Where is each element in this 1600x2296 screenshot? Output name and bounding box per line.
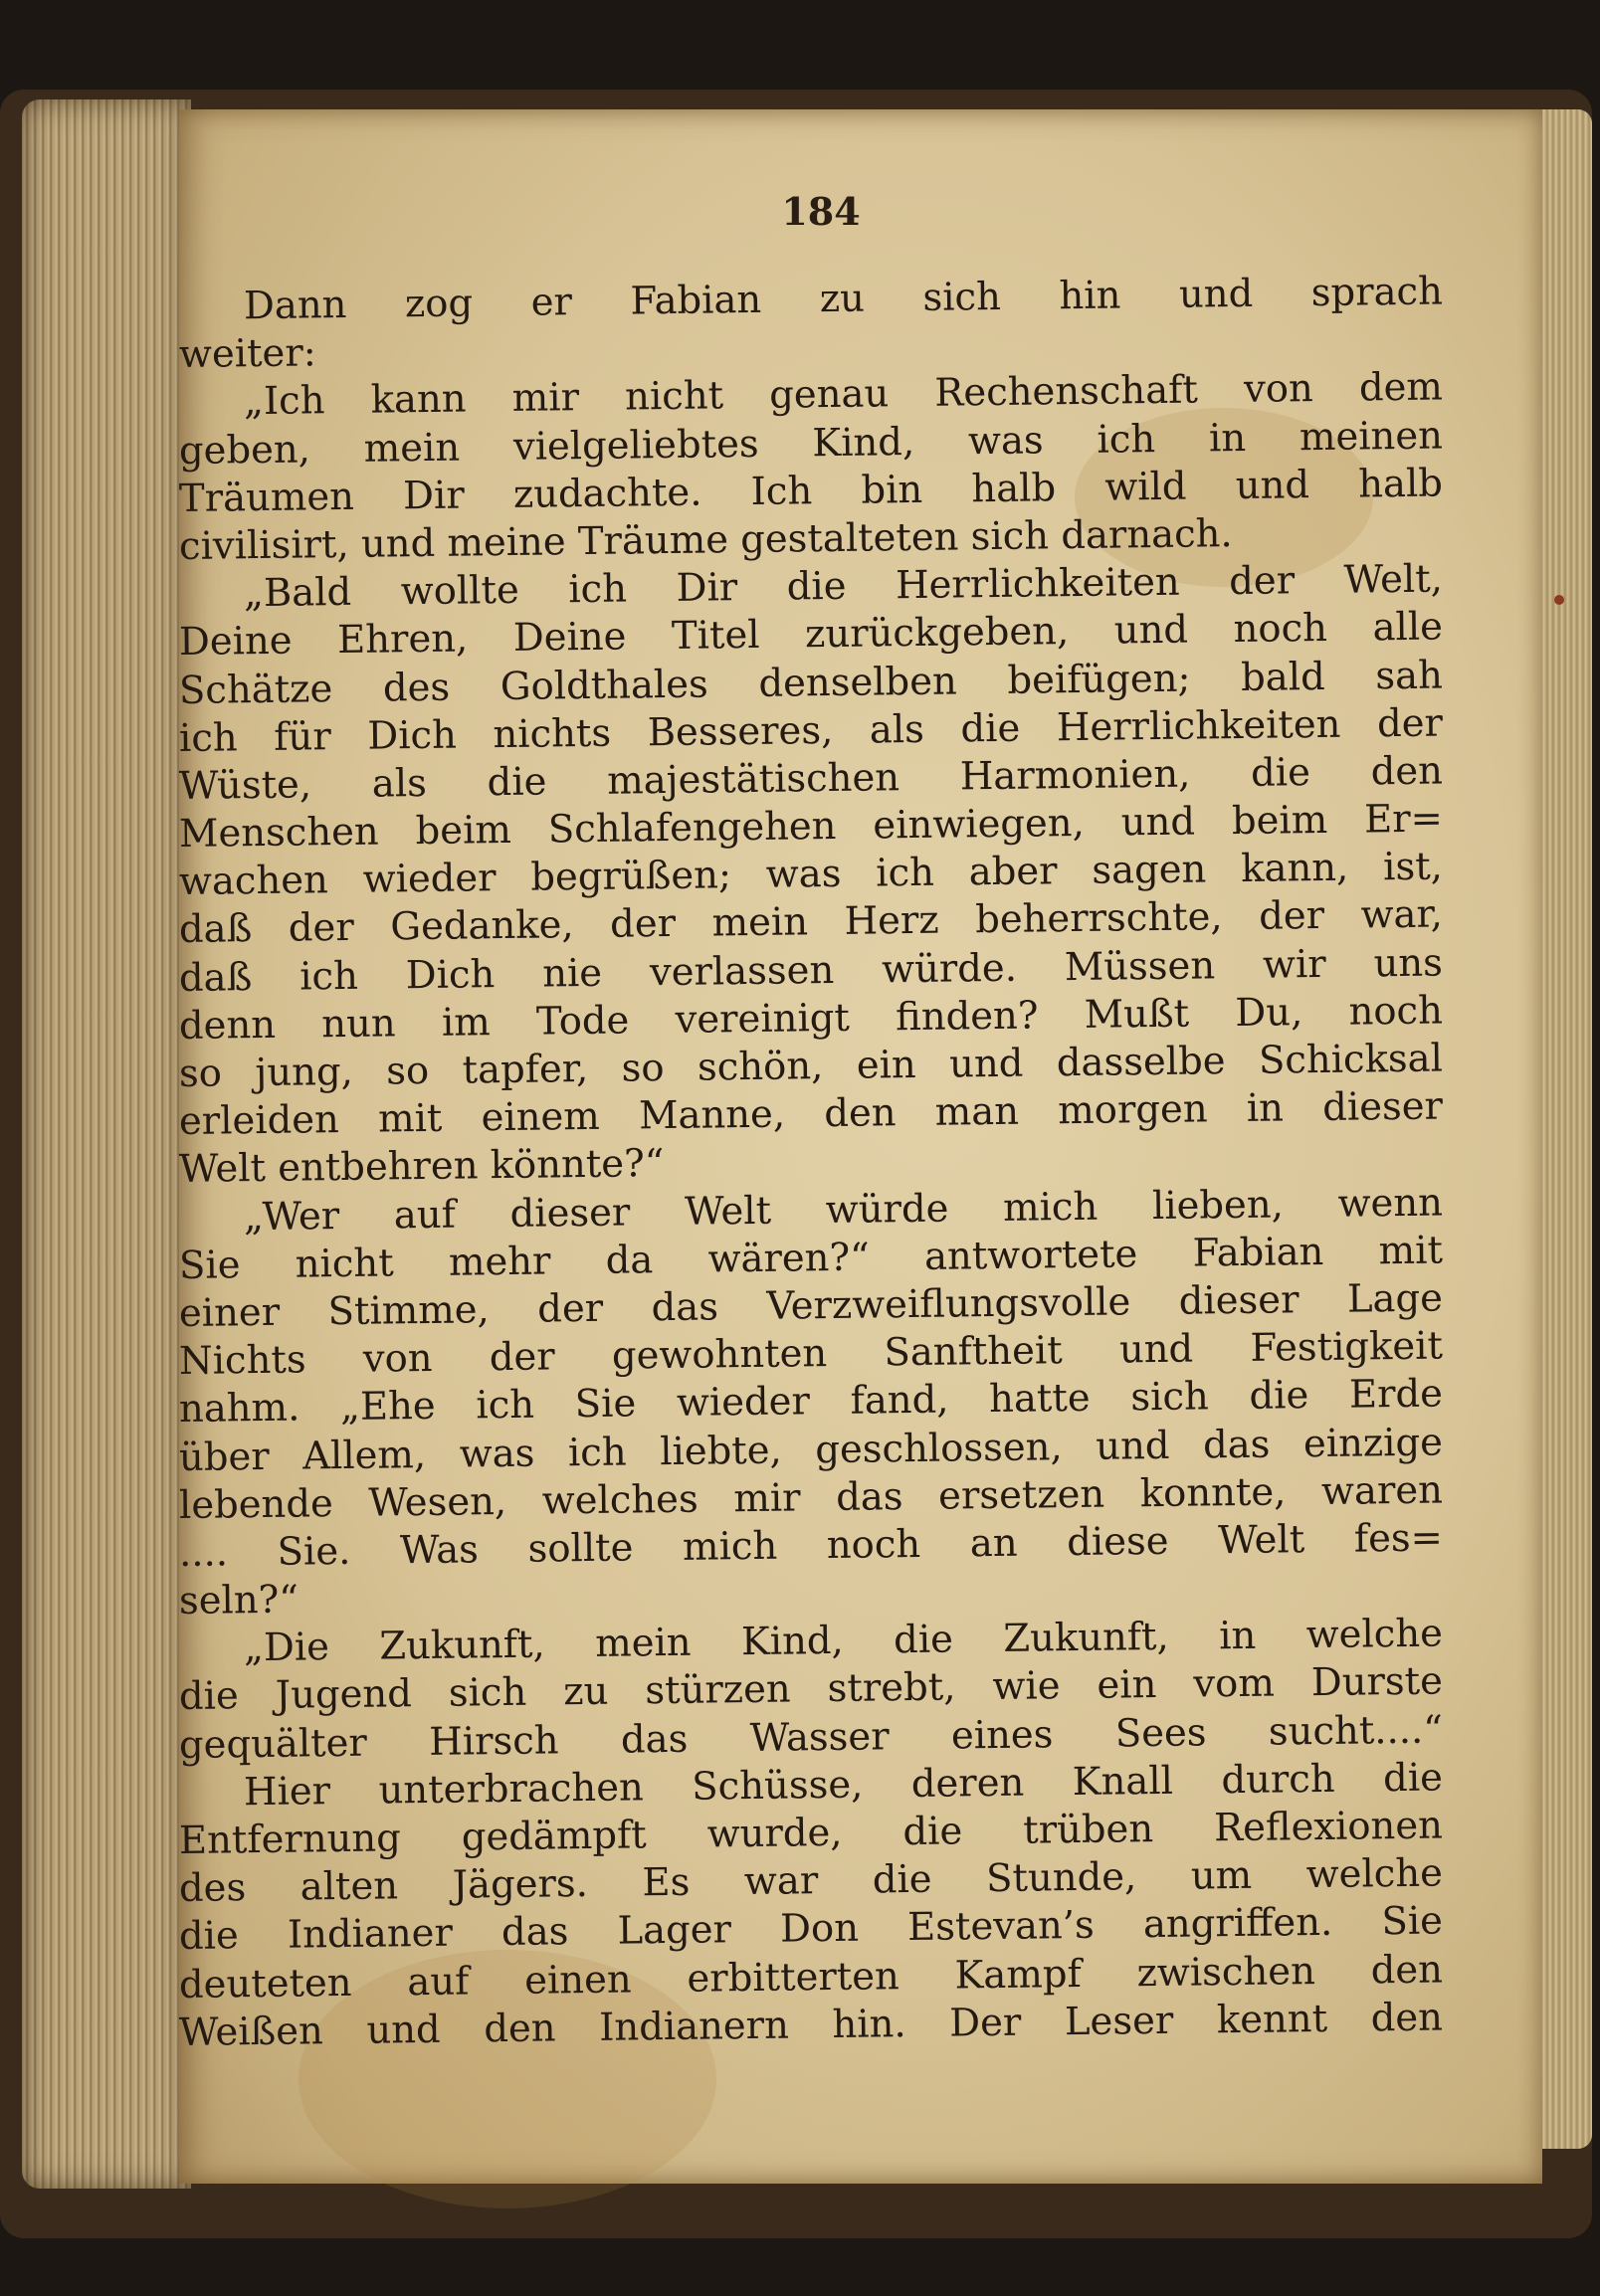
text-line: Entfernung gedämpft wurde, die trüben Reflexionen <box>178 1803 1444 1863</box>
text-line: des alten Jägers. Es war die Stunde, um welche <box>178 1850 1444 1912</box>
text-line: civilisirt, und meine Träume gestalteten sich darnach. <box>178 511 1233 569</box>
text-line: erleiden mit einem Manne, den man morgen in dieser <box>178 1083 1444 1145</box>
text-line: Schätze des Goldthales denselben beifügen; bald sah <box>178 652 1444 713</box>
text-line: Sie nicht mehr da wären?“ antwortete Fabian mit <box>178 1228 1444 1288</box>
text-line: „Wer auf dieser Welt würde mich lieben, wenn <box>243 1180 1444 1240</box>
text-line: die Indianer das Lager Don Estevan’s angriffen. Sie <box>178 1898 1444 1960</box>
text-line: „Ich kann mir nicht genau Rechenschaft von dem <box>243 364 1444 425</box>
text-line: die Jugend sich zu stürzen strebt, wie ein vom Durste <box>178 1658 1444 1720</box>
text-line: Wüste, als die majestätischen Harmonien, die den <box>178 748 1444 809</box>
text-line: weiter: <box>178 330 316 378</box>
text-line: Weißen und den Indianern hin. Der Leser kennt den <box>178 1995 1444 2055</box>
text-line: geben, mein vielgeliebtes Kind, was ich in meinen <box>178 413 1444 474</box>
text-line: Dann zog er Fabian zu sich hin und sprach <box>243 269 1444 329</box>
text-line: wachen wieder begrüßen; was ich aber sagen kann, ist, <box>178 844 1444 905</box>
text-line: lebende Wesen, welches mir das ersetzen konnte, waren <box>178 1467 1444 1528</box>
text-line: Hier unterbrachen Schüsse, deren Knall durch die <box>243 1755 1444 1816</box>
margin-dot <box>1554 595 1564 605</box>
text-line: Welt entbehren könnte?“ <box>178 1141 665 1193</box>
text-line: so jung, so tapfer, so schön, ein und dasselbe Schicksal <box>178 1036 1444 1096</box>
page-number: 184 <box>781 189 861 234</box>
text-line: über Allem, was ich liebte, geschlossen, und das einzige <box>178 1419 1444 1480</box>
text-line: denn nun im Tode vereinigt finden? Mußt Du, noch <box>178 988 1444 1049</box>
text-line: seln?“ <box>178 1577 300 1625</box>
text-line: „Die Zukunft, mein Kind, die Zukunft, in welche <box>243 1611 1444 1671</box>
text-line: ich für Dich nichts Besseres, als die Herrlichkeiten der <box>178 700 1444 761</box>
text-line: .... Sie. Was sollte mich noch an diese Welt fes= <box>178 1515 1444 1576</box>
text-line: „Bald wollte ich Dir die Herrlichkeiten der Welt, <box>243 556 1444 617</box>
body-text <box>178 269 1444 2057</box>
text-line: gequälter Hirsch das Wasser eines Sees sucht....“ <box>178 1707 1444 1768</box>
text-line: nahm. „Ehe ich Sie wieder fand, hatte sich die Erde <box>178 1371 1444 1433</box>
text-line: Menschen beim Schlafengehen einwiegen, und beim Er= <box>178 796 1444 858</box>
text-line: einer Stimme, der das Verzweiflungsvolle dieser Lage <box>178 1275 1444 1336</box>
text-line: Träumen Dir zudachte. Ich bin halb wild und halb <box>178 461 1444 521</box>
text-line: deuteten auf einen erbitterten Kampf zwischen den <box>178 1947 1444 2008</box>
text-line: Deine Ehren, Deine Titel zurückgeben, und noch alle <box>178 604 1444 666</box>
text-line: Nichts von der gewohnten Sanftheit und Festigkeit <box>178 1323 1444 1385</box>
text-line: daß der Gedanke, der mein Herz beherrschte, der war, <box>178 891 1444 953</box>
text-line: daß ich Dich nie verlassen würde. Müssen wir uns <box>178 940 1444 1001</box>
page-edges-left <box>22 99 191 2189</box>
